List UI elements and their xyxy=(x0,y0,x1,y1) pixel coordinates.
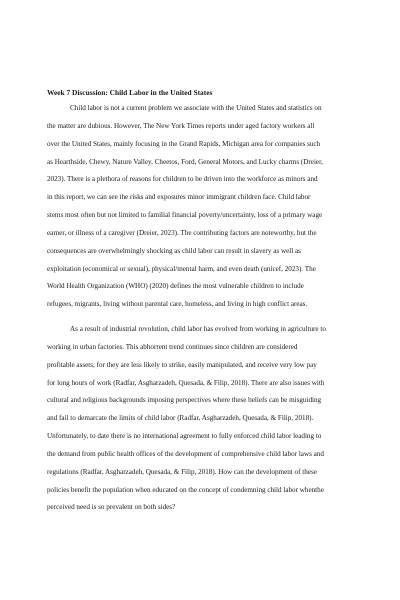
paragraph-line: in this report, we can see the risks and exposures minor immigrant children face. Child labor xyxy=(47,193,311,202)
paragraph-line: and fail to demarcate the limits of child labor (Radfar, Asgharzadeh, Quesada, & Filip, 2018). xyxy=(47,414,314,423)
paragraph-line: as Hearthside, Chewy, Nature Valley, Cheetos, Ford, General Motors, and Lucky charms (Dreier, xyxy=(47,157,323,166)
paragraph-line: the matter are dubious. However, The New York Times reports under aged factory workers all xyxy=(47,121,315,130)
paragraph-line: 2023). There is a plethora of reasons for children to be driven into the workforce as minors and xyxy=(47,175,318,184)
paragraph-1 xyxy=(47,100,363,314)
paragraph-line: earner, or illness of a caregiver (Dreier, 2023). The contributing factors are noteworthy, but the xyxy=(47,228,317,237)
paragraph-line: Child labor is not a current problem we associate with the United States and statistics on xyxy=(70,104,322,112)
paragraph-line: working in urban factories. This abhorrent trend continues since children are considered xyxy=(47,342,298,351)
document-title: Week 7 Discussion: Child Labor in the United States xyxy=(47,88,213,97)
paragraph-line: exploitation (economical or sexual), physical/mental harm, and even death (unicef, 2023). The xyxy=(47,264,316,273)
paragraph-line: cultural and religious backgrounds imposing perspectives where these beliefs can be misguiding xyxy=(47,396,322,405)
paragraph-line: consequences are overwhelmingly shocking as child labor can result in slavery as well as xyxy=(47,246,301,255)
paragraph-line: refugees, migrants, living without parental care, homeless, and living in high conflict areas. xyxy=(47,300,308,309)
paragraph-line: for long hours of work (Radfar, Asgharzadeh, Quesada, & Filip, 2018). There are also issues with xyxy=(47,378,325,387)
paragraph-line: over the United States, mainly focusing in the Grand Rapids, Michigan area for companies such xyxy=(47,139,321,148)
paragraph-line: As a result of industrial revolution, child labor has evolved from working in agriculture to xyxy=(70,325,326,333)
paragraph-line: policies benefit the population when educated on the concept of condemning child labor whenthe xyxy=(47,485,324,494)
paragraph-2 xyxy=(47,321,363,517)
paragraph-line: perceived need is so prevalent on both sides? xyxy=(47,503,176,512)
paragraph-line: regulations (Radfar, Asgharzadeh, Quesada, & Filip, 2018). How can the development of these xyxy=(47,467,317,476)
paragraph-line: the demand from public health offices of the development of comprehensive child labor laws and xyxy=(47,449,324,458)
paragraph-line: profitable assets, for they are less likely to strike, easily manipulated, and receive very low pay xyxy=(47,360,317,369)
paragraph-line: World Health Organization (WHO) (2020) defines the most vulnerable children to include xyxy=(47,282,304,291)
paragraph-line: Unfortunately, to date there is no international agreement to fully enforced child labor leading to xyxy=(47,432,322,441)
paragraph-line: stems most often but not limited to familial financial poverty/uncertainty, loss of a primary wage xyxy=(47,211,323,220)
